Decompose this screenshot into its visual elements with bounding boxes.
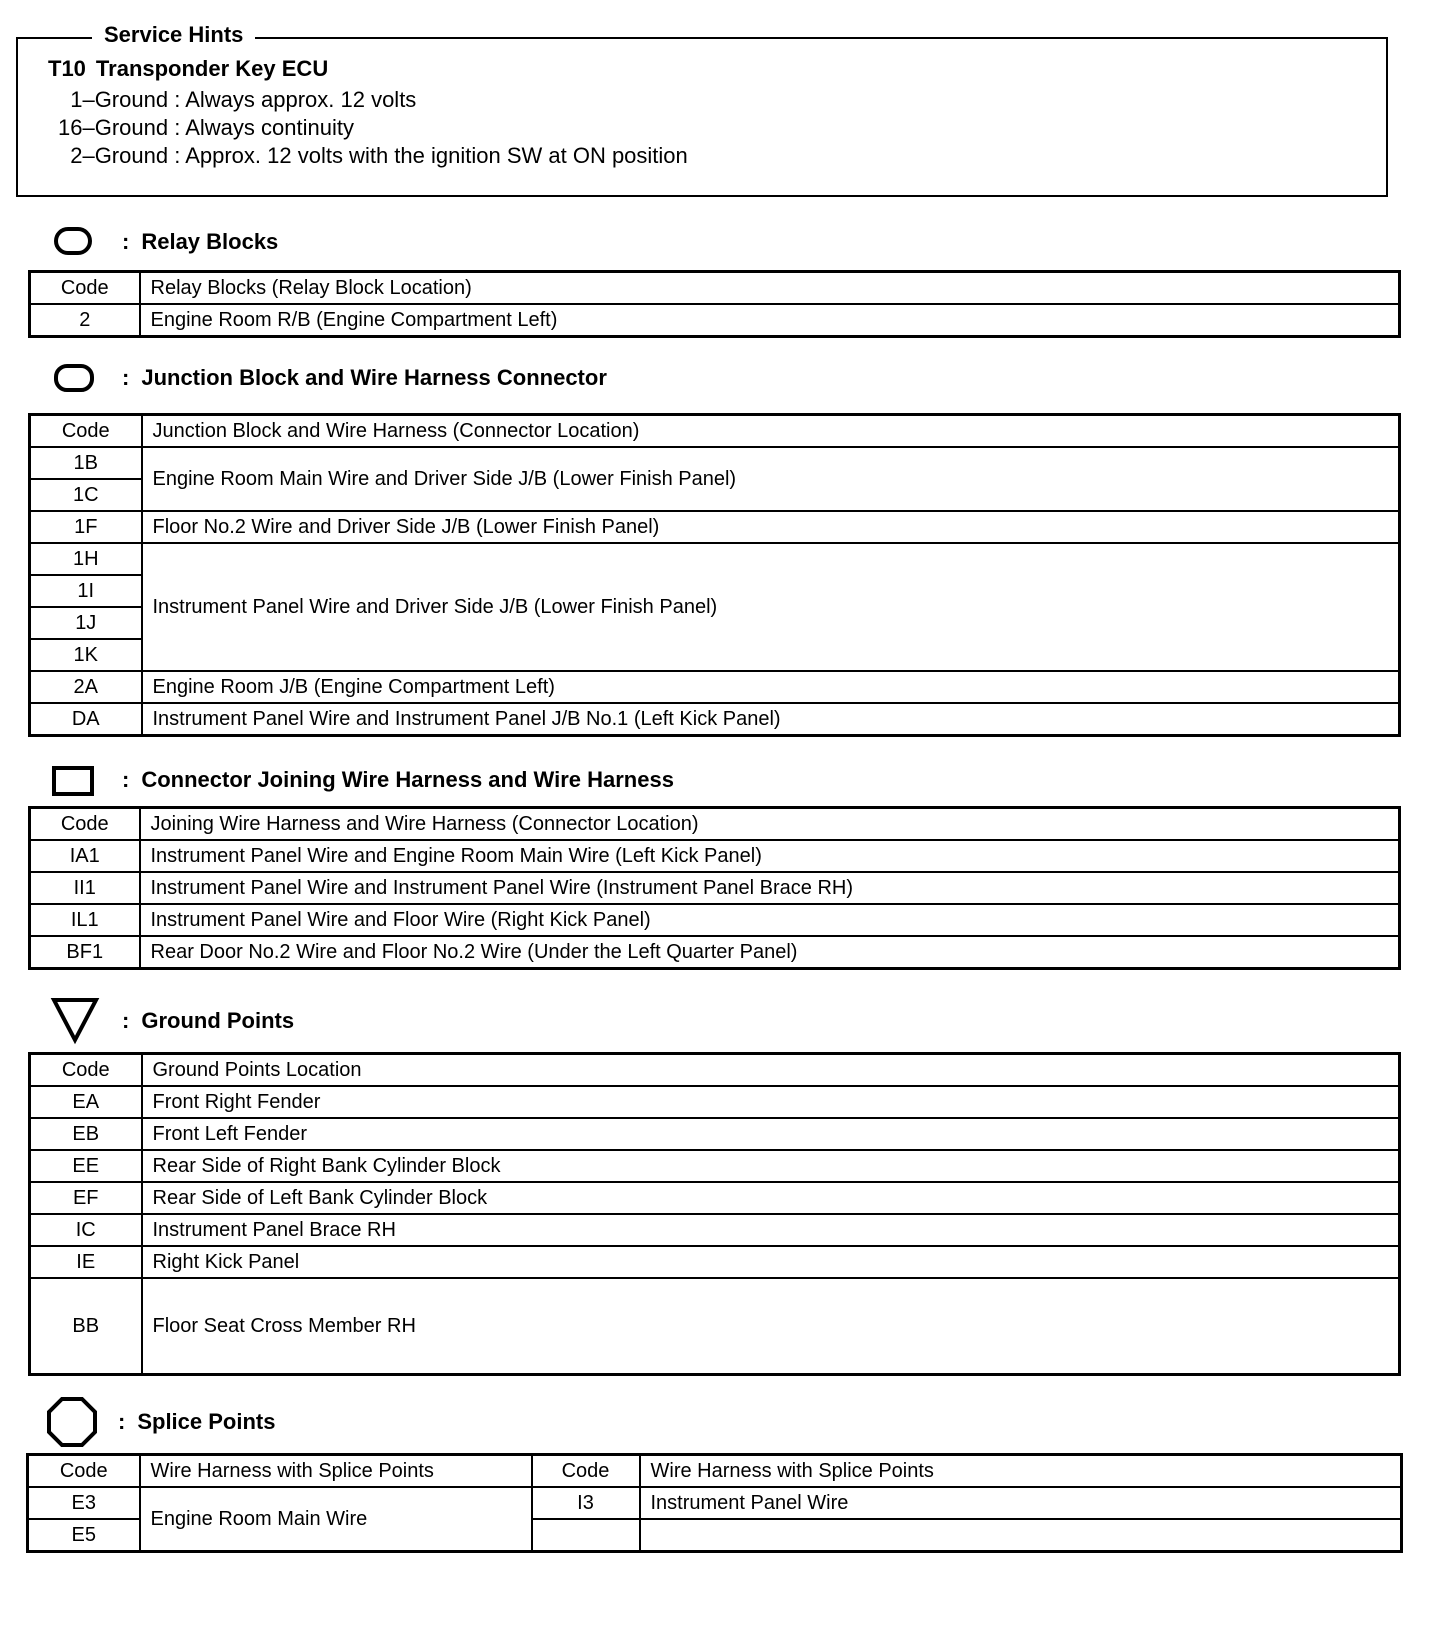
table-row: BB Floor Seat Cross Member RH — [30, 1278, 1400, 1375]
table-header-row: Code Relay Blocks (Relay Block Location) — [30, 272, 1400, 305]
table-row: BF1 Rear Door No.2 Wire and Floor No.2 Wire (Under the Left Quarter Panel) — [30, 936, 1400, 969]
service-hints-device — [48, 56, 328, 82]
ground-points-table — [28, 1052, 1401, 1376]
table-row: 2A Engine Room J/B (Engine Compartment Left) — [30, 671, 1400, 703]
relay-blocks-table — [28, 270, 1401, 338]
table-row: IE Right Kick Panel — [30, 1246, 1400, 1278]
table-row: EB Front Left Fender — [30, 1118, 1400, 1150]
table-row: 1J — [30, 607, 1400, 639]
junction-block-heading: : Junction Block and Wire Harness Connector — [50, 358, 607, 398]
table-row: II1 Instrument Panel Wire and Instrument Panel Wire (Instrument Panel Brace RH) — [30, 872, 1400, 904]
table-header-row: Code Wire Harness with Splice Points Code Wire Harness with Splice Points — [28, 1455, 1402, 1488]
table-header-row: Code Ground Points Location — [30, 1054, 1400, 1087]
device-name: Transponder Key ECU — [95, 56, 329, 81]
table-row: 1F Floor No.2 Wire and Driver Side J/B (Lower Finish Panel) — [30, 511, 1400, 543]
rounded-rectangle-icon — [50, 358, 98, 398]
service-hint-line: 2–Ground : Approx. 12 volts with the ignition SW at ON position — [58, 143, 688, 168]
connector-table — [28, 806, 1401, 970]
splice-points-heading: : Splice Points — [46, 1396, 275, 1448]
service-hint-line: 16–Ground : Always continuity — [58, 115, 354, 140]
table-row: IC Instrument Panel Brace RH — [30, 1214, 1400, 1246]
table-row: 2 Engine Room R/B (Engine Compartment Left) — [30, 304, 1400, 337]
table-row: EA Front Right Fender — [30, 1086, 1400, 1118]
octagon-icon — [46, 1396, 98, 1448]
junction-block-table — [28, 413, 1401, 737]
connector-heading: : Connector Joining Wire Harness and Wire Harness — [50, 760, 674, 800]
connector-title: Connector Joining Wire Harness and Wire Harness — [141, 767, 674, 792]
table-row: IL1 Instrument Panel Wire and Floor Wire (Right Kick Panel) — [30, 904, 1400, 936]
splice-points-table — [26, 1453, 1403, 1553]
ground-points-title: Ground Points — [141, 1008, 295, 1033]
service-hint-line: 1–Ground : Always approx. 12 volts — [58, 87, 417, 112]
table-row: 1K — [30, 639, 1400, 671]
splice-points-title: Splice Points — [137, 1409, 276, 1434]
table-row: DA Instrument Panel Wire and Instrument Panel J/B No.1 (Left Kick Panel) — [30, 703, 1400, 736]
relay-blocks-heading: : Relay Blocks — [50, 222, 278, 262]
table-header-row: Code Joining Wire Harness and Wire Harness (Connector Location) — [30, 808, 1400, 841]
table-row: EF Rear Side of Left Bank Cylinder Block — [30, 1182, 1400, 1214]
table-row: E3 Engine Room Main Wire I3 Instrument Panel Wire — [28, 1487, 1402, 1519]
table-row: 1B Engine Room Main Wire and Driver Side J/B (Lower Finish Panel) — [30, 447, 1400, 479]
table-row: 1I — [30, 575, 1400, 607]
table-row: 1C — [30, 479, 1400, 511]
junction-block-title: Junction Block and Wire Harness Connector — [141, 365, 607, 390]
triangle-down-icon — [50, 996, 98, 1046]
table-row: E5 — [28, 1519, 1402, 1552]
table-header-row: Code Junction Block and Wire Harness (Connector Location) — [30, 415, 1400, 448]
rounded-rectangle-icon — [50, 222, 98, 262]
table-row: 1H Instrument Panel Wire and Driver Side J/B (Lower Finish Panel) — [30, 543, 1400, 575]
rectangle-icon — [50, 760, 98, 800]
ground-points-heading: : Ground Points — [50, 996, 294, 1046]
relay-blocks-title: Relay Blocks — [141, 229, 279, 254]
service-hints-title: Service Hints — [92, 20, 255, 50]
device-code: T10 — [48, 56, 86, 81]
table-row: IA1 Instrument Panel Wire and Engine Room Main Wire (Left Kick Panel) — [30, 840, 1400, 872]
table-row: EE Rear Side of Right Bank Cylinder Block — [30, 1150, 1400, 1182]
